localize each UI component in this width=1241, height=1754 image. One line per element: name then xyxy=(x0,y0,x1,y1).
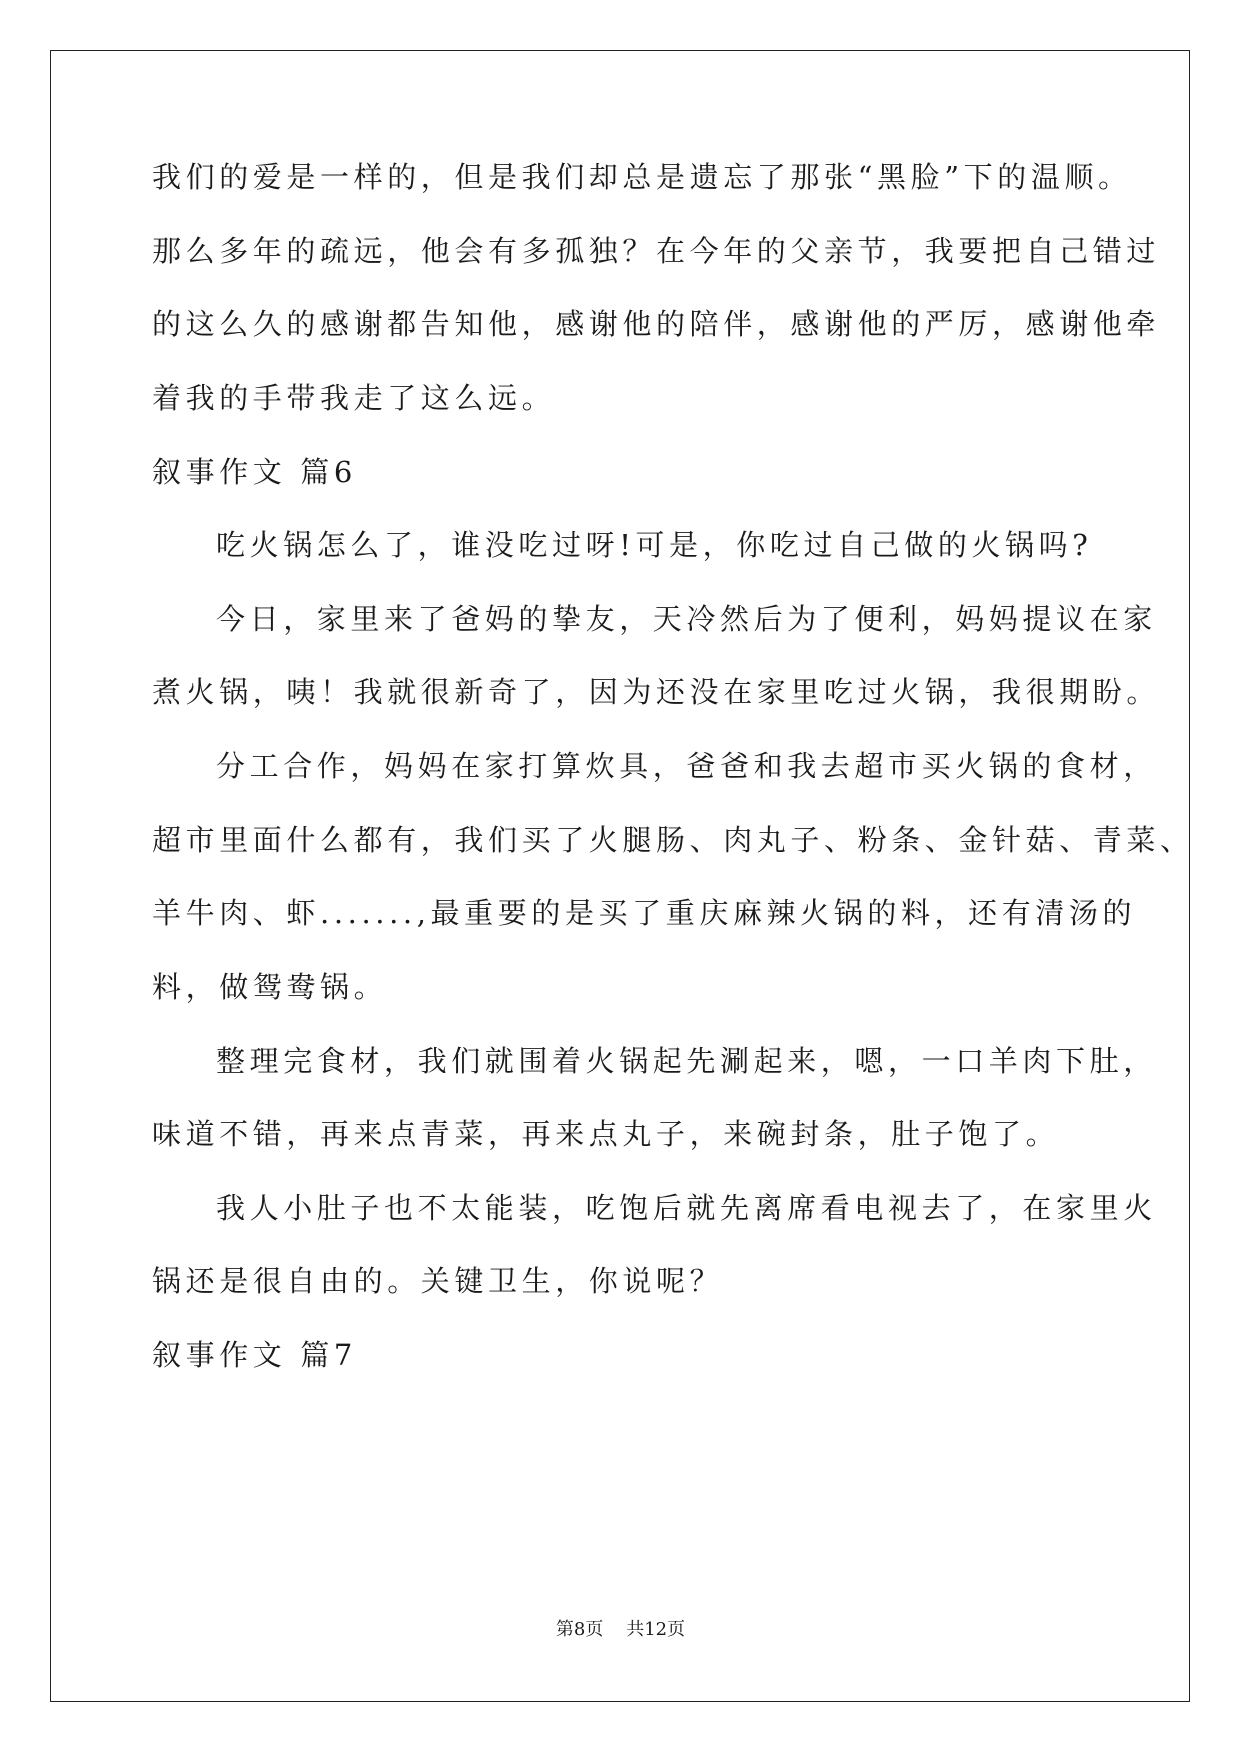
text-line: 整理完食材，我们就围着火锅起先涮起来，嗯，一口羊肉下肚， xyxy=(216,1044,1157,1078)
text-line: 我们的爱是一样的，但是我们却总是遗忘了那张“黑脸”下的温顺。 xyxy=(152,160,1132,194)
text-line: 分工合作，妈妈在家打算炊具，爸爸和我去超市买火锅的食材， xyxy=(216,749,1157,783)
text-line: 锅还是很自由的。关键卫生，你说呢？ xyxy=(152,1264,724,1298)
text-line: 料，做鸳鸯锅。 xyxy=(152,970,388,1004)
text-line: 超市里面什么都有，我们买了火腿肠、肉丸子、粉条、金针菇、青菜、 xyxy=(152,823,1194,857)
section-heading: 叙事作文 篇6 xyxy=(152,455,357,489)
text-line: 煮火锅，咦！我就很新奇了，因为还没在家里吃过火锅，我很期盼。 xyxy=(152,675,1161,709)
section-heading: 叙事作文 篇7 xyxy=(152,1338,357,1372)
text-line: 味道不错，再来点青菜，再来点丸子，来碗封条，肚子饱了。 xyxy=(152,1117,1060,1151)
text-line: 今日，家里来了爸妈的挚友，天冷然后为了便利，妈妈提议在家 xyxy=(216,602,1157,636)
text-line: 的这么久的感谢都告知他，感谢他的陪伴，感谢他的严厉，感谢他牵 xyxy=(152,307,1161,341)
page-number-footer: 第8页 共12页 xyxy=(555,1619,686,1640)
text-line: 着我的手带我走了这么远。 xyxy=(152,381,556,415)
text-line: 羊牛肉、虾.......,最重要的是买了重庆麻辣火锅的料，还有清汤的 xyxy=(152,896,1137,930)
page-border xyxy=(50,50,1190,1702)
text-line: 我人小肚子也不太能装，吃饱后就先离席看电视去了，在家里火 xyxy=(216,1191,1157,1225)
text-line: 那么多年的疏远，他会有多孤独？在今年的父亲节，我要把自己错过 xyxy=(152,234,1161,268)
text-line: 吃火锅怎么了，谁没吃过呀!可是，你吃过自己做的火锅吗? xyxy=(216,528,1093,562)
